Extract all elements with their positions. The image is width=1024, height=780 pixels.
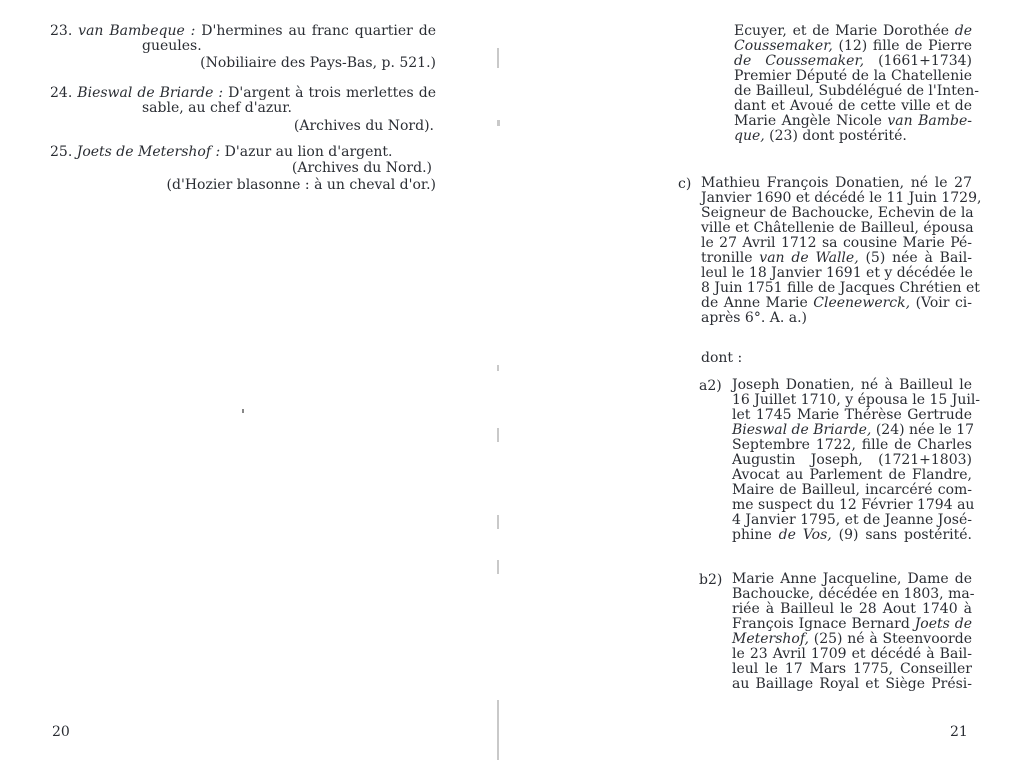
text-line: de Anne Marie Cleenewerck, (Voir ci- xyxy=(701,295,972,311)
text-line: au Baillage Royal et Siège Prési- xyxy=(732,676,972,692)
text-line: 4 Janvier 1795, et de Jeanne José- xyxy=(732,512,972,528)
text-line: Septembre 1722, fille de Charles xyxy=(732,437,972,453)
print-speck xyxy=(242,409,244,413)
text-line: Premier Député de la Chatellenie xyxy=(734,68,972,84)
text-line: de Bailleul, Subdélégué de l'Inten- xyxy=(734,83,979,99)
armorial-entry-25 xyxy=(50,145,436,193)
text-line: leul le 18 Janvier 1691 et y décédée le xyxy=(701,265,973,281)
entry-family-name: Bieswal de Briarde : xyxy=(77,85,224,101)
text-line: let 1745 Marie Thérèse Gertrude xyxy=(732,407,972,423)
entry-note: (d'Hozier blasonne : à un cheval d'or.) xyxy=(166,177,436,193)
text-line: Metershof, (25) né à Steenvoorde xyxy=(732,631,972,647)
entry-family-name: van Bambeque : xyxy=(78,23,196,39)
item-c-paragraph xyxy=(701,175,982,326)
entry-family-name: Joets de Metershof : xyxy=(76,144,221,160)
entry-blazon: D'argent à trois merlettes de xyxy=(228,85,436,101)
text-line: que, (23) dont postérité. xyxy=(734,128,907,144)
text-line: le 27 Avril 1712 sa cousine Marie Pé- xyxy=(701,235,972,251)
text-line: Bieswal de Briarde, (24) née le 17 xyxy=(732,422,975,438)
text-line: tronille van de Walle, (5) née à Bail- xyxy=(701,250,972,266)
dont-label: dont : xyxy=(701,350,743,366)
text-line: Seigneur de Bachoucke, Echevin de la xyxy=(701,205,974,221)
text-line: Bachoucke, décédée en 1803, ma- xyxy=(732,586,975,602)
entry-first-line xyxy=(50,86,436,101)
entry-source: (Archives du Nord.) xyxy=(291,160,432,176)
intro-paragraph xyxy=(734,23,979,144)
left-page xyxy=(0,0,500,780)
entry-blazon-continued: sable, au chef d'azur. xyxy=(142,100,292,116)
text-line: de Coussemaker, (1661+1734) xyxy=(734,53,972,69)
text-line: après 6°. A. a.) xyxy=(701,310,807,326)
text-line: riée à Bailleul le 28 Aout 1740 à xyxy=(732,601,972,617)
page-number-left: 20 xyxy=(52,724,70,740)
item-label-b2: b2) xyxy=(699,572,723,588)
entry-first-line xyxy=(50,24,436,39)
item-b2-paragraph xyxy=(732,571,975,692)
text-line: Mathieu François Donatien, né le 27 xyxy=(701,175,972,191)
text-line: 8 Juin 1751 fille de Jacques Chrétien et xyxy=(701,280,980,296)
text-line: Marie Anne Jacqueline, Dame de xyxy=(732,571,972,587)
text-line: Joseph Donatien, né à Bailleul le xyxy=(732,377,972,393)
entry-first-line xyxy=(50,145,436,160)
text-line: dant et Avoué de cette ville et de xyxy=(734,98,972,114)
text-line: phine de Vos, (9) sans postérité. xyxy=(732,527,973,543)
entry-blazon: D'hermines au franc quartier de xyxy=(201,23,436,39)
text-line: Janvier 1690 et décédé le 11 Juin 1729, xyxy=(701,190,982,206)
armorial-entry-23 xyxy=(50,24,436,71)
text-line: leul le 17 Mars 1775, Conseiller xyxy=(732,661,972,677)
text-line: le 23 Avril 1709 et décédé à Bail- xyxy=(732,646,972,662)
text-line: Coussemaker, (12) fille de Pierre xyxy=(734,38,972,54)
text-line: François Ignace Bernard Joets de xyxy=(732,616,972,632)
entry-blazon: D'azur au lion d'argent. xyxy=(224,144,393,160)
text-line: ville et Châtellenie de Bailleul, épousa xyxy=(701,220,974,236)
page-number-right: 21 xyxy=(950,724,968,740)
text-line: Avocat au Parlement de Flandre, xyxy=(732,467,972,483)
text-line: Maire de Bailleul, incarcéré com- xyxy=(732,482,972,498)
item-label-a2: a2) xyxy=(699,378,722,394)
entry-source: (Archives du Nord). xyxy=(293,118,434,134)
entry-number: 24. xyxy=(50,85,73,101)
item-label-c: c) xyxy=(678,176,692,192)
text-line: Augustin Joseph, (1721+1803) xyxy=(732,452,972,468)
text-line: Ecuyer, et de Marie Dorothée de xyxy=(734,23,972,39)
entry-number: 25. xyxy=(50,144,73,160)
entry-blazon-continued: gueules. xyxy=(142,38,202,54)
armorial-entry-24 xyxy=(50,86,436,134)
text-line: 16 Juillet 1710, y épousa le 15 Juil- xyxy=(732,392,981,408)
right-page xyxy=(500,0,1024,780)
entry-number: 23. xyxy=(50,23,73,39)
entry-source: (Nobiliaire des Pays-Bas, p. 521.) xyxy=(200,55,436,71)
item-a2-paragraph xyxy=(732,377,981,543)
text-line: me suspect du 12 Février 1794 au xyxy=(732,497,975,513)
text-line: Marie Angèle Nicole van Bambe- xyxy=(734,113,972,129)
